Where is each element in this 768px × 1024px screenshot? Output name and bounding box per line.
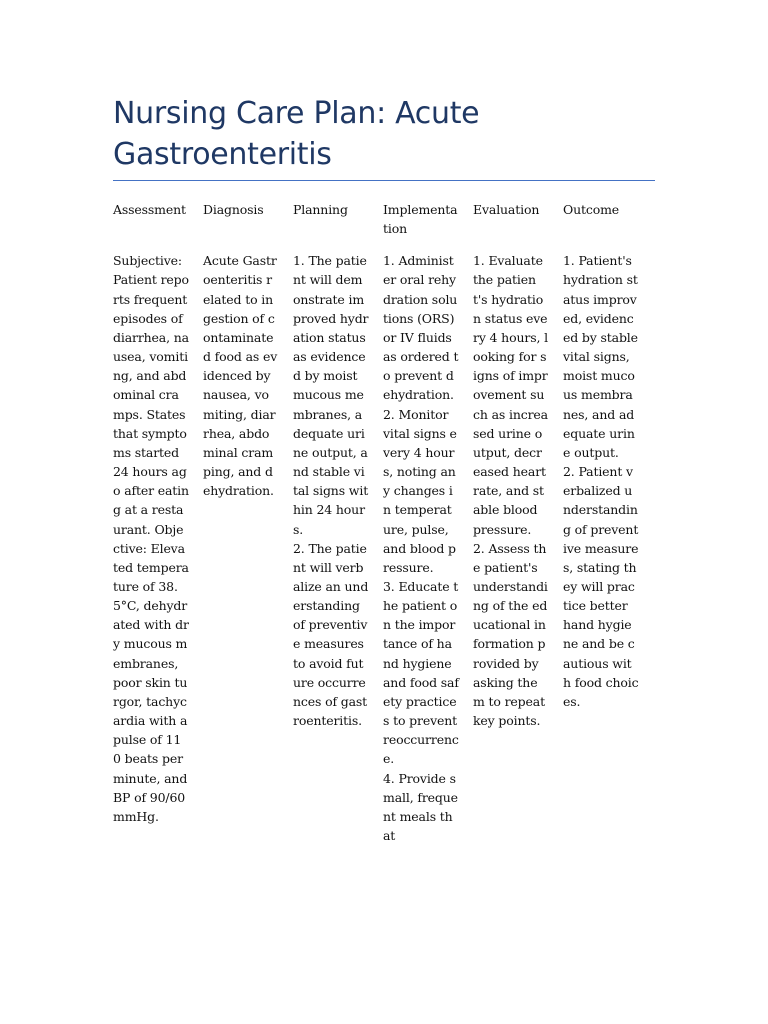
- header-implementation: Implementation: [383, 202, 458, 237]
- table-header-row: [113, 200, 658, 238]
- cell-diagnosis: Acute Gastroenteritis related to ingestion of contaminated food as evidenced by nausea, vomiting, diarrhea, abdominal cramping, and dehydration.: [203, 253, 278, 499]
- cell-outcome: 1. Patient's hydration status improved, evidenced by stable vital signs, moist mucous membranes, and adequate urine output. 2. Patient verbalized understanding of preventive measures, stating they will practice better hand hygiene and be cautious with food choices.: [563, 253, 639, 709]
- cell-assessment: Subjective: Patient reports frequent episodes of diarrhea, nausea, vomiting, and abdominal cramps. States that symptoms started 24 hours ago after eating at a restaurant. Objective: Elevated temperature of 38.5°C, dehydrated with dry mucous membranes, poor skin turgor, tachycardia with a pulse of 110 beats per minute, and BP of 90/60 mmHg.: [113, 253, 189, 824]
- header-outcome: Outcome: [563, 202, 620, 217]
- cell-evaluation: 1. Evaluate the patient's hydration status every 4 hours, looking for signs of improvement such as increased urine output, decreased heart rate, and stable blood pressure. 2. Assess the patient's understanding of the educational information provided by asking them to repeat key points.: [473, 253, 548, 729]
- care-plan-table: [113, 200, 658, 845]
- header-planning: Planning: [293, 202, 348, 217]
- cell-implementation: 1. Administer oral rehydration solutions (ORS) or IV fluids as ordered to prevent dehydration. 2. Monitor vital signs every 4 hours, noting any changes in temperature, pulse, and blood pressure. 3. Educate the patient on the importance of hand hygiene and food safety practices to prevent reoccurrence. 4. Provide small, frequent meals that: [383, 253, 459, 843]
- page-title: Nursing Care Plan: Acute Gastroenteritis: [113, 96, 480, 172]
- header-diagnosis: Diagnosis: [203, 202, 264, 217]
- header-assessment: Assessment: [113, 202, 186, 217]
- table-row: [113, 251, 658, 845]
- header-evaluation: Evaluation: [473, 202, 540, 217]
- cell-planning: 1. The patient will demonstrate improved hydration status as evidenced by moist mucous membranes, adequate urine output, and stable vital signs within 24 hours. 2. The patient will verbalize an understanding of preventive measures to avoid future occurrences of gastroenteritis.: [293, 253, 369, 729]
- title-divider: [113, 180, 655, 181]
